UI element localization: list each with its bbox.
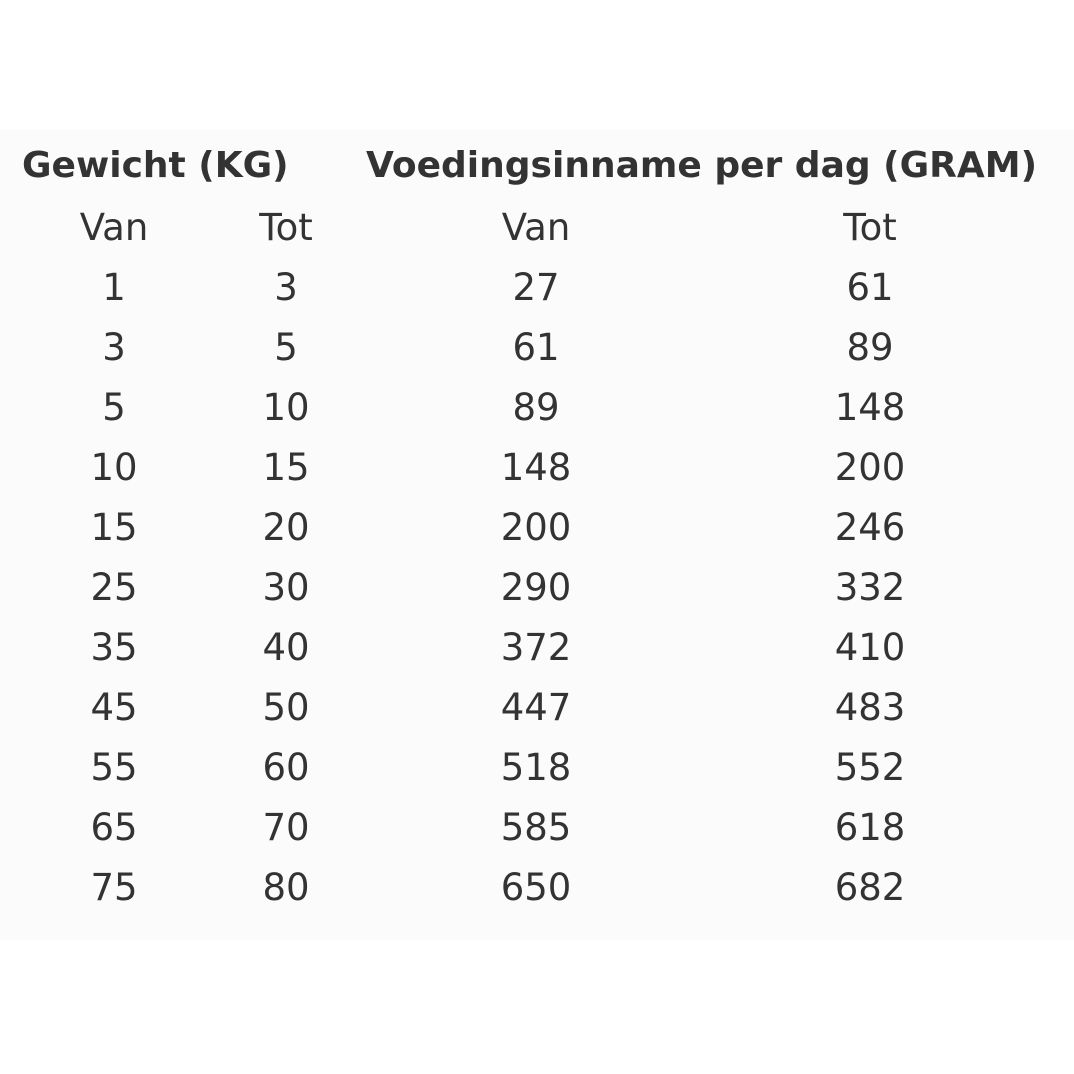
- table-cell: 148: [834, 386, 906, 429]
- intake-to-header: Tot: [843, 206, 897, 249]
- weight-to-header: Tot: [259, 206, 313, 249]
- table-cell: 20: [262, 506, 310, 549]
- table-cell: 61: [846, 266, 894, 309]
- intake-to-column: [770, 198, 970, 918]
- intake-group-title: Voedingsinname per dag (GRAM): [366, 145, 1038, 186]
- table-cell: 650: [500, 866, 572, 909]
- table-cell: 5: [274, 326, 298, 369]
- table-cell: 200: [834, 446, 906, 489]
- table-cell: 70: [262, 806, 310, 849]
- table-cell: 447: [500, 686, 572, 729]
- table-cell: 80: [262, 866, 310, 909]
- table-cell: 30: [262, 566, 310, 609]
- table-cell: 10: [262, 386, 310, 429]
- table-cell: 372: [500, 626, 572, 669]
- table-cell: 3: [102, 326, 126, 369]
- table-cell: 45: [90, 686, 138, 729]
- table-cell: 25: [90, 566, 138, 609]
- table-cell: 3: [274, 266, 298, 309]
- table-cell: 89: [846, 326, 894, 369]
- weight-group-title: Gewicht (KG): [22, 145, 289, 186]
- weight-from-column: [14, 198, 214, 918]
- weight-to-column: [186, 198, 386, 918]
- table-cell: 15: [262, 446, 310, 489]
- table-cell: 75: [90, 866, 138, 909]
- table-cell: 332: [834, 566, 906, 609]
- table-cell: 50: [262, 686, 310, 729]
- table-cell: 518: [500, 746, 572, 789]
- intake-from-header: Van: [501, 206, 571, 249]
- table-cell: 40: [262, 626, 310, 669]
- table-cell: 483: [834, 686, 906, 729]
- table-cell: 55: [90, 746, 138, 789]
- table-cell: 200: [500, 506, 572, 549]
- table-cell: 60: [262, 746, 310, 789]
- table-cell: 35: [90, 626, 138, 669]
- table-cell: 552: [834, 746, 906, 789]
- table-cell: 290: [500, 566, 572, 609]
- table-cell: 682: [834, 866, 906, 909]
- table-cell: 27: [512, 266, 560, 309]
- table-cell: 10: [90, 446, 138, 489]
- table-cell: 61: [512, 326, 560, 369]
- weight-from-header: Van: [79, 206, 149, 249]
- table-cell: 410: [834, 626, 906, 669]
- table-cell: 65: [90, 806, 138, 849]
- table-cell: 148: [500, 446, 572, 489]
- table-cell: 1: [102, 266, 126, 309]
- intake-from-column: [436, 198, 636, 918]
- table-cell: 246: [834, 506, 906, 549]
- table-cell: 618: [834, 806, 906, 849]
- table-cell: 5: [102, 386, 126, 429]
- table-cell: 585: [500, 806, 572, 849]
- table-cell: 15: [90, 506, 138, 549]
- table-cell: 89: [512, 386, 560, 429]
